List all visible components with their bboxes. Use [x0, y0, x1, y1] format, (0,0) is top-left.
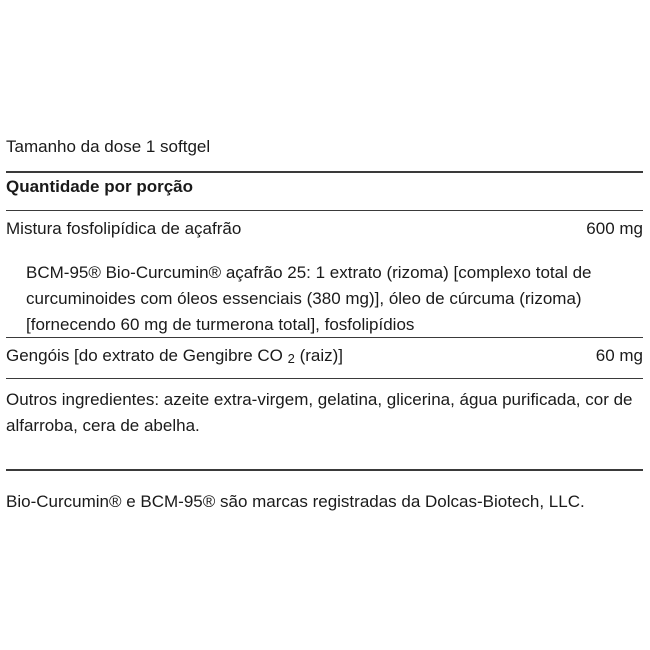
ingredient-name — [6, 346, 343, 366]
ingredient-amount: 600 mg — [586, 219, 643, 238]
amount-per-serving-label: Quantidade por porção — [6, 177, 194, 196]
supplement-facts-panel — [6, 137, 643, 515]
trademark-note: Bio-Curcumin® e BCM-95® são marcas registradas da Dolcas-Biotech, LLC. — [6, 492, 585, 511]
ingredient-name-subscript: 2 — [287, 351, 295, 366]
ingredient-row — [6, 211, 643, 251]
ingredient-name-suffix: (raiz)] — [299, 346, 344, 365]
ingredient-name-prefix: Gengóis [do extrato de Gengibre CO — [6, 346, 283, 365]
ingredient-name: Mistura fosfolipídica de açafrão — [6, 219, 242, 238]
ingredient-amount: 60 mg — [595, 346, 643, 365]
ingredient-row — [6, 338, 643, 378]
amount-per-serving-header — [6, 173, 643, 210]
other-ingredients: Outros ingredientes: azeite extra-virgem, gelatina, glicerina, água purificada, cor de alfarroba, cera de abelha. — [6, 390, 633, 435]
ingredient-sub-description: BCM-95® Bio-Curcumin® açafrão 25: 1 extrato (rizoma) [complexo total de curcuminoides com óleos essenciais (380 mg)], óleo de cúrcuma (rizoma) [fornecendo 60 mg de turmerona total], fosfolipídios — [26, 263, 592, 334]
serving-size: Tamanho da dose 1 softgel — [6, 137, 211, 156]
